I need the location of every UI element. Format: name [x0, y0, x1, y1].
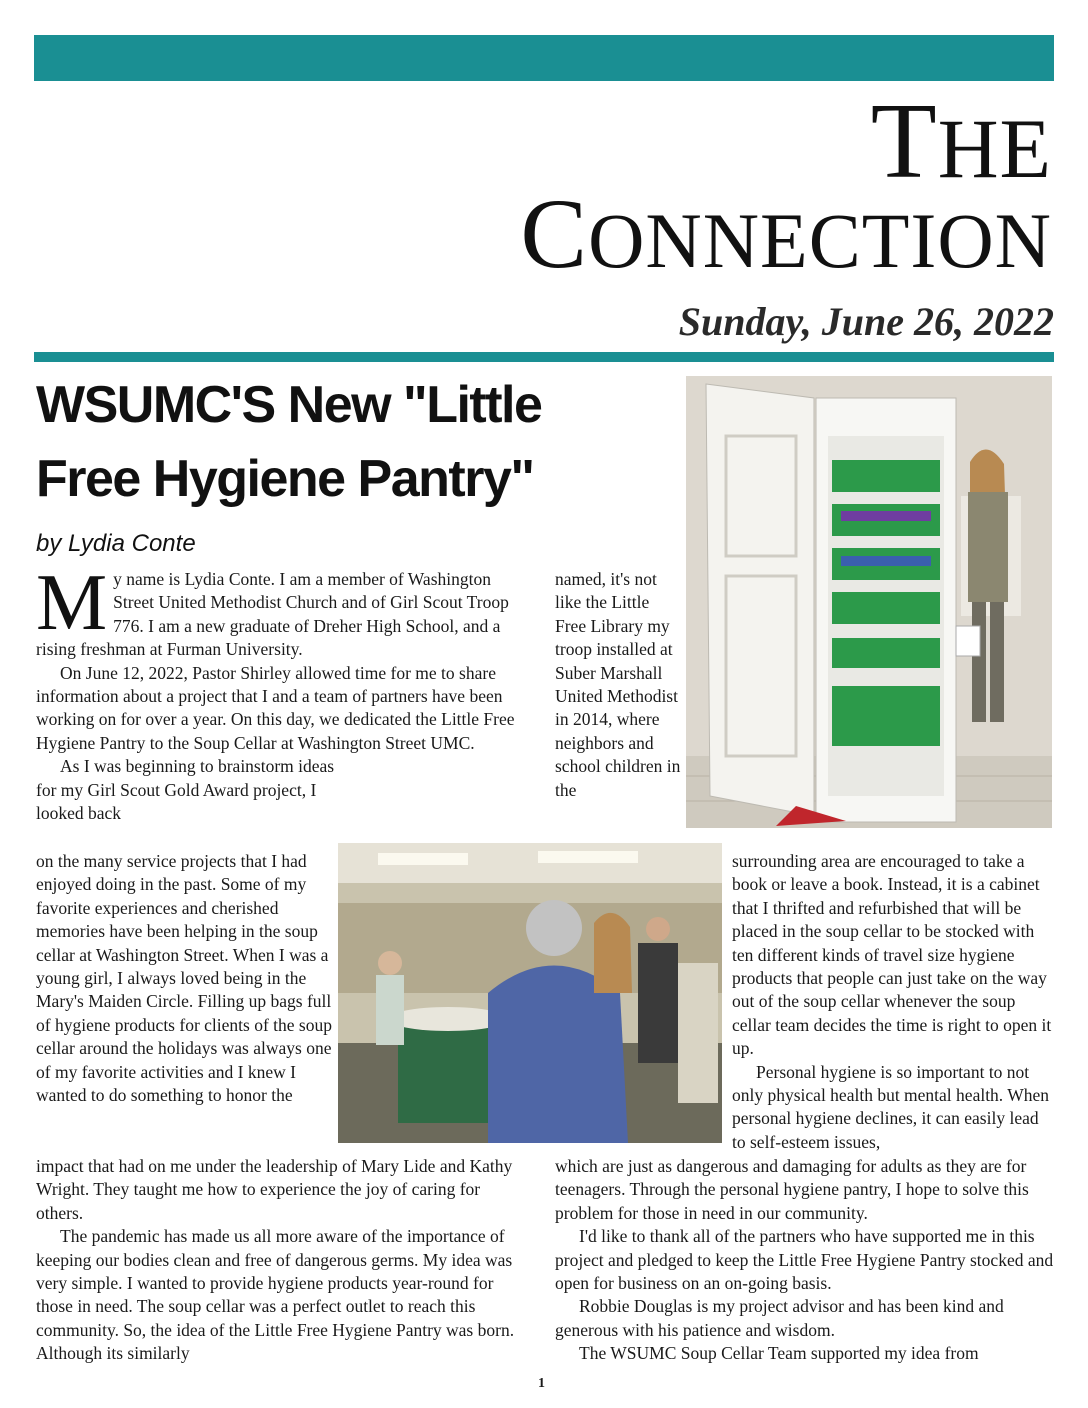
masthead-title-the: THE — [870, 82, 1052, 201]
pantry-cabinet-photo — [686, 376, 1052, 828]
paragraph-3a: As I was beginning to brainstorm ideas for my Girl Scout Gold Award project, I looked back — [36, 756, 335, 824]
article-intro-block — [36, 559, 516, 825]
paragraph-9: The WSUMC Soup Cellar Team supported my idea from — [579, 1343, 979, 1364]
paragraph-4: The pandemic has made us all more aware of the importance of keeping our bodies clean and free of dangerous germs. My idea was very simple. I wanted to provide hygiene products year-round for those in need. The soup cellar was a perfect outlet to reach this community. So, the idea of the Little Free Hygiene Pantry was born. Although its similarly — [36, 1226, 515, 1364]
column2-top-text: named, it's not like the Little Free Library my troop installed at Suber Marshall United Methodist in 2014, where neighbors and school children in the — [555, 569, 681, 800]
article-byline: by Lydia Conte — [36, 530, 196, 557]
paragraph-8: Robbie Douglas is my project advisor and has been kind and generous with his patience and wisdom. — [555, 1296, 1004, 1340]
column2-mid-text — [732, 850, 1054, 1154]
paragraph-6a: Personal hygiene is so important to not only physical health but mental health. When personal hygiene declines, it can easily lead to self-esteem issues, — [732, 1061, 1050, 1152]
column2-bottom-text — [555, 1155, 1055, 1366]
header-rule — [34, 352, 1054, 362]
top-accent-band — [34, 35, 1054, 81]
issue-date: Sunday, June 26, 2022 — [678, 299, 1054, 344]
paragraph-7: I'd like to thank all of the partners who have supported me in this project and pledged to keep the Little Free Hygiene Pantry stocked and open for business on an on-going basis. — [555, 1226, 1054, 1294]
page-number: 1 — [538, 1376, 545, 1391]
intro-paragraph: y name is Lydia Conte. I am a member of Washington Street United Methodist Church and of Girl Scout Troop 776. I am a new graduate of Dreher High School, and a rising freshman at Furman University. — [36, 569, 509, 660]
column2-mid-paragraph: surrounding area are encouraged to take a book or leave a book. Instead, it is a cabinet that I thrifted and refurbished that will be placed in the soup cellar to be stocked with ten different kinds of travel size hygiene products that people can just take on the way out of the soup cellar whenever the soup cellar team decides the time is right to open it up. — [732, 851, 1052, 1059]
dedication-event-photo — [338, 843, 722, 1143]
paragraph-6b: which are just as dangerous and damaging for adults as they are for teenagers. Through the personal hygiene pantry, I hope to solve this problem for those in need in our community. — [555, 1156, 1029, 1223]
drop-cap: M — [36, 559, 108, 647]
column1-bottom-text — [36, 1155, 528, 1366]
masthead-title-connection: CONNECTION — [520, 178, 1052, 289]
article-headline: WSUMC'S New "Little Free Hygiene Pantry" — [36, 376, 542, 508]
paragraph-3c: impact that had on me under the leadership of Mary Lide and Kathy Wright. They taught me how to experience the joy of caring for others. — [36, 1156, 513, 1223]
paragraph-3b: on the many service projects that I had enjoyed doing in the past. Some of my favorite experiences and cherished memories have been helping in the soup cellar at Washington Street. When I was a young girl, I always loved being in the Mary's Maiden Circle. Filling up bags full of hygiene products for clients of the soup cellar around the holidays was always one of my favorite activities and I knew I wanted to do something to honor the — [36, 851, 332, 1106]
paragraph-2: On June 12, 2022, Pastor Shirley allowed time for me to share information about a project that I and a team of partners have been working on for over a year. On this day, we dedicated the Little Free Hygiene Pantry to the Soup Cellar at Washington Street UMC. — [36, 662, 515, 753]
